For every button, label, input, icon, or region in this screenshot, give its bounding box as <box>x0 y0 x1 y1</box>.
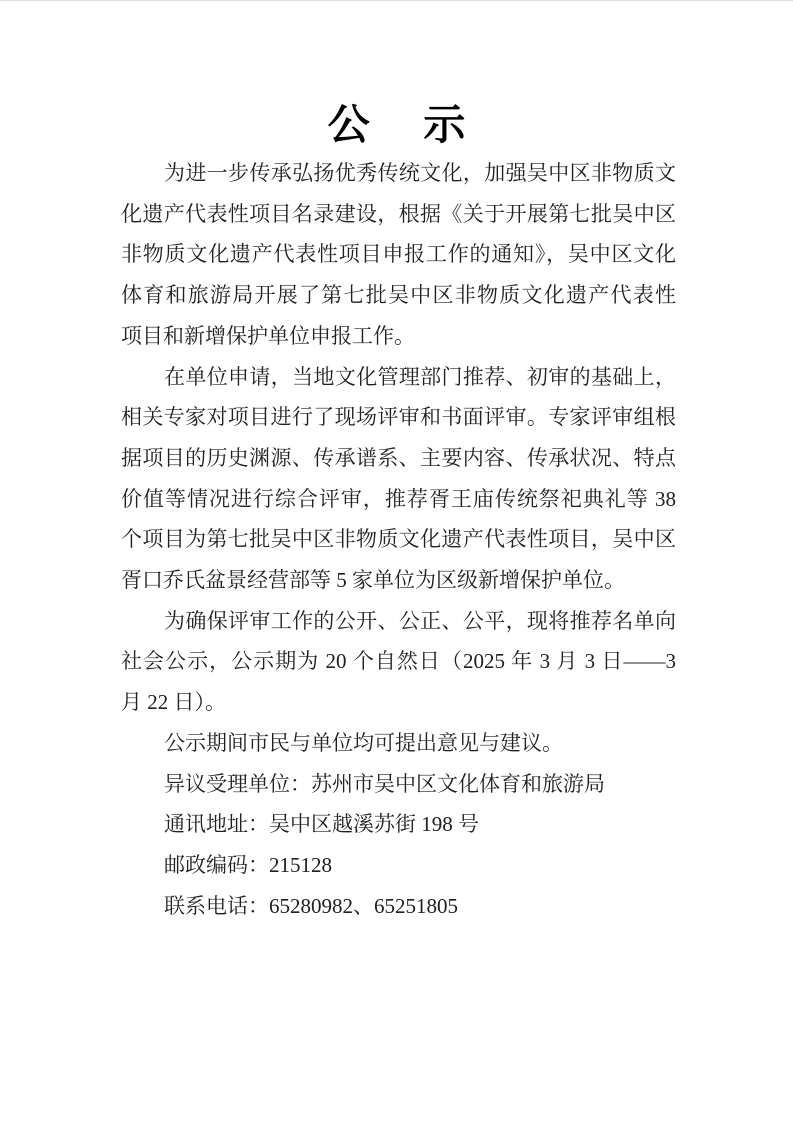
notice-line: 胥口乔氏盆景经营部等 5 家单位为区级新增保护单位。 <box>121 568 625 593</box>
notice-body <box>121 153 676 926</box>
notice-line: 据项目的历史渊源、传承谱系、主要内容、传承状况、特点 <box>121 445 676 470</box>
phone-line: 联系电话：65280982、65251805 <box>164 893 458 918</box>
notice-line: 为进一步传承弘扬优秀传统文化，加强吴中区非物质文 <box>164 161 676 185</box>
notice-line: 价值等情况进行综合评审，推荐胥王庙传统祭祀典礼等 38 <box>121 486 676 511</box>
address-line: 通讯地址：吴中区越溪苏街 198 号 <box>164 812 479 837</box>
notice-line: 体育和旅游局开展了第七批吴中区非物质文化遗产代表性 <box>121 283 676 308</box>
notice-line: 为确保评审工作的公开、公正、公平，现将推荐名单向 <box>164 608 676 633</box>
appeal-unit-line: 异议受理单位：苏州市吴中区文化体育和旅游局 <box>164 771 605 796</box>
notice-line: 个项目为第七批吴中区非物质文化遗产代表性项目，吴中区 <box>121 527 676 552</box>
notice-line: 月 22 日）。 <box>121 690 226 715</box>
notice-line: 项目和新增保护单位申报工作。 <box>121 323 415 348</box>
notice-line: 非物质文化遗产代表性项目申报工作的通知》，吴中区文化 <box>121 242 676 267</box>
feedback-line: 公示期间市民与单位均可提出意见与建议。 <box>164 730 563 755</box>
notice-line: 化遗产代表性项目名录建设，根据《关于开展第七批吴中区 <box>121 201 676 226</box>
notice-line: 相关专家对项目进行了现场评审和书面评审。专家评审组根 <box>121 405 676 430</box>
notice-line: 在单位申请，当地文化管理部门推荐、初审的基础上， <box>164 364 676 389</box>
notice-line: 社会公示，公示期为 20 个自然日（2025 年 3 月 3 日——3 <box>121 649 676 674</box>
postal-code-line: 邮政编码：215128 <box>164 852 332 877</box>
page-title: 公 示 <box>327 101 466 148</box>
